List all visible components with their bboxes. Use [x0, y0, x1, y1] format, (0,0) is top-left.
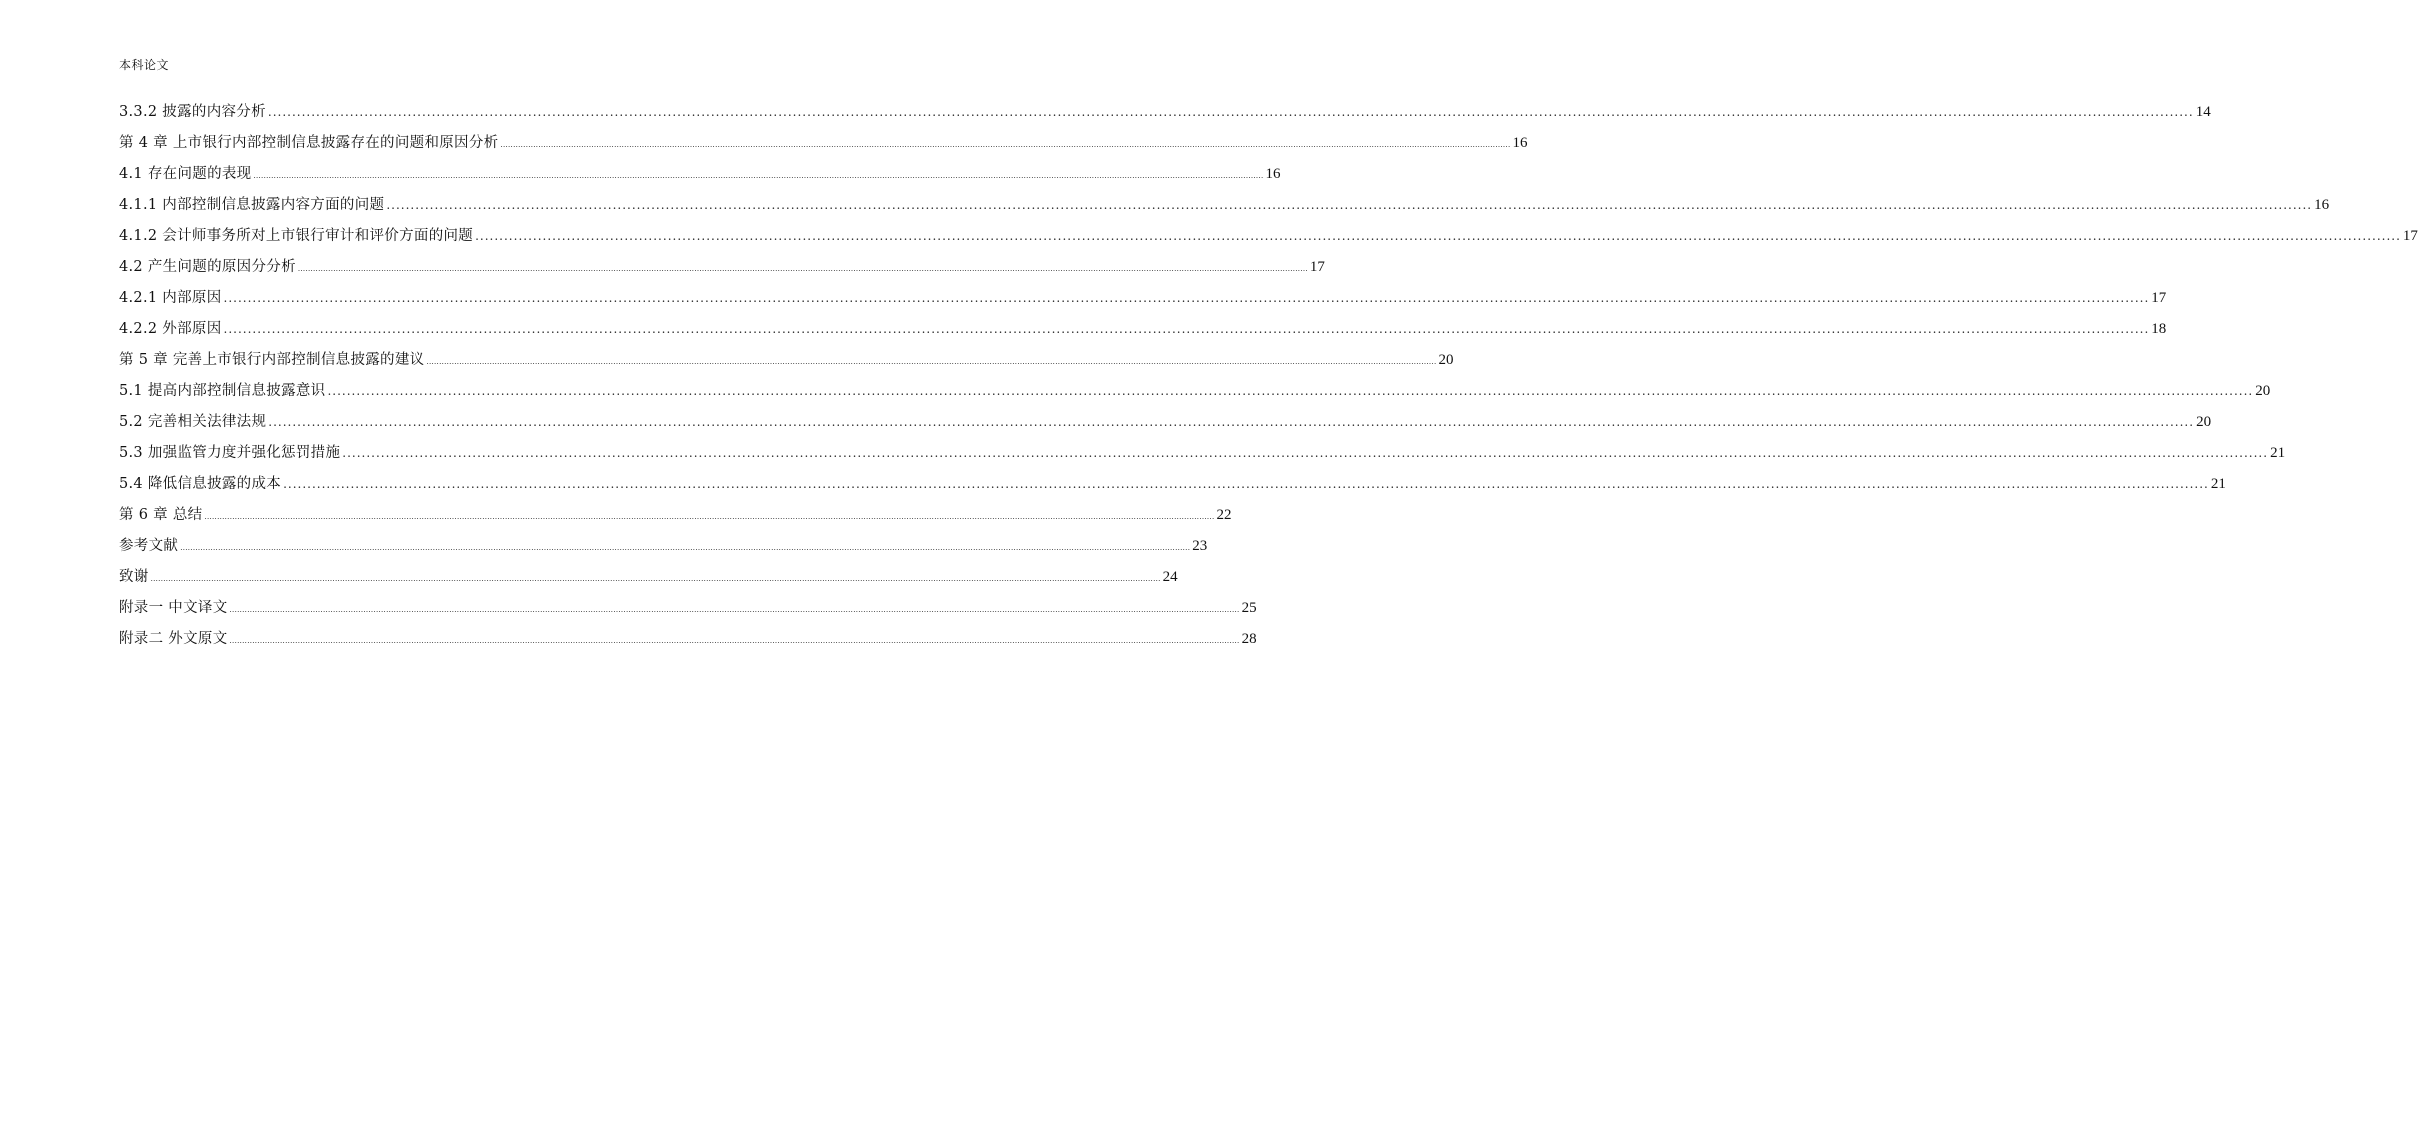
toc-entry[interactable] [119, 501, 1232, 532]
toc-entry-title: 4.2.1 内部原因 [119, 290, 222, 306]
toc-entry[interactable] [119, 346, 1454, 377]
toc-entry[interactable] [119, 315, 2167, 346]
toc-dot-leader: ................................................................................................................................................................................................................................................................................................................................................................................................................ [327, 384, 2254, 398]
toc-entry-title: 4.1.1 内部控制信息披露内容方面的问题 [119, 197, 385, 213]
toc-dot-leader: ................................................................................................................................................................................................................................................................................................................................................................................................................ [223, 322, 2150, 336]
toc-dot-leader: ................................................................................................................................................................................................................................................................................................................................................................................................................ [297, 265, 1308, 273]
toc-entry[interactable] [119, 377, 2271, 408]
toc-dot-leader: ................................................................................................................................................................................................................................................................................................................................................................................................................ [426, 358, 1437, 366]
toc-entry-page-number: 16 [1265, 166, 1281, 182]
toc-dot-leader: ................................................................................................................................................................................................................................................................................................................................................................................................................ [253, 172, 1264, 180]
toc-entry-page-number: 20 [1438, 352, 1454, 368]
page-header: 本科论文 [119, 58, 170, 72]
toc-entry-page-number: 17 [2402, 228, 2418, 244]
toc-entry[interactable] [119, 222, 2418, 253]
toc-entry-title: 4.2 产生问题的原因分分析 [119, 259, 296, 275]
toc-dot-leader: ................................................................................................................................................................................................................................................................................................................................................................................................................ [180, 544, 1191, 552]
toc-entry-page-number: 18 [2151, 321, 2167, 337]
toc-dot-leader: ................................................................................................................................................................................................................................................................................................................................................................................................................ [283, 477, 2209, 491]
toc-entry-title: 附录二 外文原文 [119, 631, 228, 647]
toc-dot-leader: ................................................................................................................................................................................................................................................................................................................................................................................................................ [150, 575, 1161, 583]
toc-entry-page-number: 28 [1241, 631, 1257, 647]
toc-entry[interactable] [119, 625, 1257, 656]
toc-entry[interactable] [119, 253, 1325, 284]
toc-entry[interactable] [119, 594, 1257, 625]
toc-entry-page-number: 21 [2270, 445, 2286, 461]
toc-entry[interactable] [119, 129, 1528, 160]
toc-dot-leader: ................................................................................................................................................................................................................................................................................................................................................................................................................ [475, 229, 2401, 243]
toc-dot-leader: ................................................................................................................................................................................................................................................................................................................................................................................................................ [342, 446, 2269, 460]
toc-entry-title: 致谢 [119, 569, 149, 585]
toc-entry-page-number: 20 [2255, 383, 2271, 399]
toc-entry[interactable] [119, 563, 1178, 594]
toc-dot-leader: ................................................................................................................................................................................................................................................................................................................................................................................................................ [267, 105, 2194, 119]
toc-entry-title: 4.1 存在问题的表现 [119, 166, 252, 182]
toc-entry[interactable] [119, 98, 2211, 129]
toc-entry-page-number: 25 [1241, 600, 1257, 616]
toc-entry-title: 第 4 章 上市银行内部控制信息披露存在的问题和原因分析 [119, 135, 499, 151]
toc-entry-page-number: 17 [1309, 259, 1325, 275]
toc-entry-title: 参考文献 [119, 538, 179, 554]
toc-entry-page-number: 24 [1162, 569, 1178, 585]
toc-entry-title: 4.1.2 会计师事务所对上市银行审计和评价方面的问题 [119, 228, 474, 244]
toc-entry-page-number: 16 [1512, 135, 1528, 151]
toc-entry[interactable] [119, 284, 2167, 315]
toc-entry-page-number: 23 [1192, 538, 1208, 554]
toc-entry-title: 第 5 章 完善上市银行内部控制信息披露的建议 [119, 352, 425, 368]
toc-entry[interactable] [119, 439, 2286, 470]
toc-entry[interactable] [119, 160, 1281, 191]
toc-dot-leader: ................................................................................................................................................................................................................................................................................................................................................................................................................ [268, 415, 2195, 429]
toc-entry[interactable] [119, 532, 1208, 563]
toc-entry-title: 第 6 章 总结 [119, 507, 203, 523]
toc-dot-leader: ................................................................................................................................................................................................................................................................................................................................................................................................................ [386, 198, 2313, 212]
toc-entry-title: 5.4 降低信息披露的成本 [119, 476, 282, 492]
toc-dot-leader: ................................................................................................................................................................................................................................................................................................................................................................................................................ [229, 606, 1240, 614]
toc-entry[interactable] [119, 470, 2226, 501]
toc-entry[interactable] [119, 191, 2330, 222]
toc-entry-page-number: 14 [2195, 104, 2211, 120]
toc-entry-title: 4.2.2 外部原因 [119, 321, 222, 337]
toc-dot-leader: ................................................................................................................................................................................................................................................................................................................................................................................................................ [204, 513, 1215, 521]
toc-entry-page-number: 16 [2314, 197, 2330, 213]
toc-entry[interactable] [119, 408, 2212, 439]
toc-entry-page-number: 17 [2151, 290, 2167, 306]
toc-dot-leader: ................................................................................................................................................................................................................................................................................................................................................................................................................ [500, 141, 1511, 149]
toc-entry-title: 5.1 提高内部控制信息披露意识 [119, 383, 326, 399]
toc-entry-title: 附录一 中文译文 [119, 600, 228, 616]
toc-entry-page-number: 22 [1216, 507, 1232, 523]
toc-entry-title: 3.3.2 披露的内容分析 [119, 104, 266, 120]
table-of-contents [119, 98, 2418, 656]
toc-dot-leader: ................................................................................................................................................................................................................................................................................................................................................................................................................ [223, 291, 2150, 305]
toc-entry-page-number: 20 [2196, 414, 2212, 430]
toc-dot-leader: ................................................................................................................................................................................................................................................................................................................................................................................................................ [229, 637, 1240, 645]
toc-entry-title: 5.3 加强监管力度并强化惩罚措施 [119, 445, 341, 461]
toc-entry-page-number: 21 [2210, 476, 2226, 492]
toc-entry-title: 5.2 完善相关法律法规 [119, 414, 267, 430]
